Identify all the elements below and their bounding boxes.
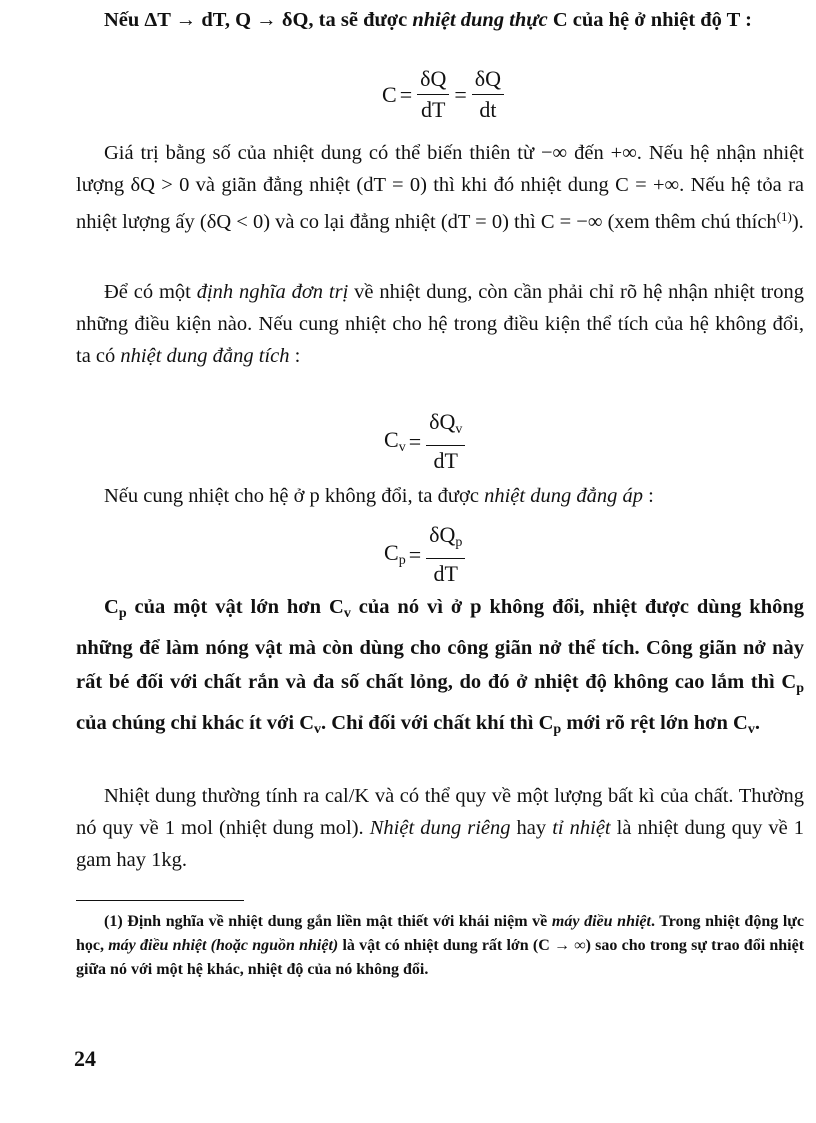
eq-lhs: C [382, 81, 397, 107]
numerator: $\delta Q_v$ [426, 409, 465, 446]
text: là nhiệt dung quy về 1 gam hay 1kg. [76, 817, 805, 871]
paragraph-single-valued-definition [76, 276, 804, 372]
text: Nếu ΔT → dT, Q → δQ, ta sẽ được [104, 9, 413, 31]
italic-term: định nghĩa đơn trị [196, 281, 349, 303]
italic-term: tỉ nhiệt [552, 817, 611, 839]
text: : [289, 345, 301, 367]
italic-term: nhiệt dung thực [412, 9, 548, 31]
eq-sign: = [408, 428, 422, 454]
equation-heat-capacity [382, 66, 506, 123]
numerator: δQ [472, 66, 504, 95]
text: C của hệ ở nhiệt độ T : [547, 9, 752, 31]
eq-sign: = [399, 81, 413, 107]
denominator: dT [433, 448, 458, 473]
italic-term: Nhiệt dung riêng [369, 817, 511, 839]
text: : [642, 485, 654, 507]
italic-term: nhiệt dung đẳng áp [484, 485, 643, 507]
footnote-ref: (1) [776, 209, 792, 224]
italic-term: nhiệt dung đẳng tích [120, 345, 290, 367]
paragraph-isobaric [76, 480, 804, 512]
paragraph-cp-vs-cv: $C_p$ của một vật lớn hơn $C_v$ của nó vì ở p không đổi, nhiệt được dùng không những để làm nóng vật mà còn dùng cho công giãn nở thể tích. Công giãn nở này rất bé đối với chất rắn và đa số chất lỏng, do đó ở nhiệt độ không cao lắm thì $C_p$ của chúng chỉ khác ít với $C_v$. Chỉ đối với chất khí thì $C_p$ mới rõ rệt lớn hơn $C_v$. [76, 596, 804, 737]
text: Nhiệt dung thường tính ra cal/K và có thể quy về một lượng bất kì của chất. Thường nó quy về 1 mol (nhiệt dung mol). [76, 785, 804, 839]
denominator: dT [433, 561, 458, 586]
paragraph-units [76, 780, 804, 876]
numerator: $\delta Q_p$ [426, 522, 465, 559]
paragraph-value-range [76, 137, 804, 238]
equation-cv [384, 409, 467, 474]
fraction [426, 522, 465, 587]
fraction [426, 409, 465, 474]
footnote: (1) Định nghĩa về nhiệt dung gắn liền mật thiết với khái niệm về máy điều nhiệt. Trong nhiệt động lực học, máy điều nhiệt (hoặc nguồn nhiệt) là vật có nhiệt dung rất lớn (C → ∞) sao cho trong sự trao đổi nhiệt giữa nó với một hệ khác, nhiệt độ của nó không đổi. [76, 913, 805, 978]
page-number: 24 [74, 1046, 96, 1071]
eq-sign: = [408, 541, 422, 567]
fraction [417, 66, 449, 123]
denominator: dT [421, 97, 446, 122]
fraction [472, 66, 504, 123]
text: Để có một [104, 281, 197, 303]
numerator: δQ [417, 66, 449, 95]
equation-cp [384, 522, 467, 587]
text: Giá trị bằng số của nhiệt dung có thể biến thiên từ −∞ đến +∞. Nếu hệ nhận nhiệt lượng δQ > 0 và giãn đẳng nhiệt (dT = 0) thì khi đó nhiệt dung C = +∞. Nếu hệ tỏa ra nhiệt lượng ấy (δQ < 0) và co lại đẳng nhiệt (dT = 0) thì C = −∞ (xem thêm chú thích [76, 142, 804, 233]
eq-sign: = [454, 81, 467, 107]
text: hay [510, 817, 553, 839]
text: ). [791, 211, 804, 233]
eq-lhs: $C_p$ [384, 540, 406, 568]
text: về nhiệt dung, còn cần phải chỉ rõ hệ nhận nhiệt trong những điều kiện nào. Nếu cung nhiệt cho hệ trong điều kiện thể tích của hệ không đổi, ta có [76, 281, 805, 367]
text: Nếu cung nhiệt cho hệ ở p không đổi, ta được [104, 485, 485, 507]
denominator: dt [479, 97, 497, 122]
paragraph-real-heat-capacity [76, 4, 804, 36]
eq-lhs: $C_v$ [384, 427, 406, 455]
footnote-divider [76, 900, 244, 901]
